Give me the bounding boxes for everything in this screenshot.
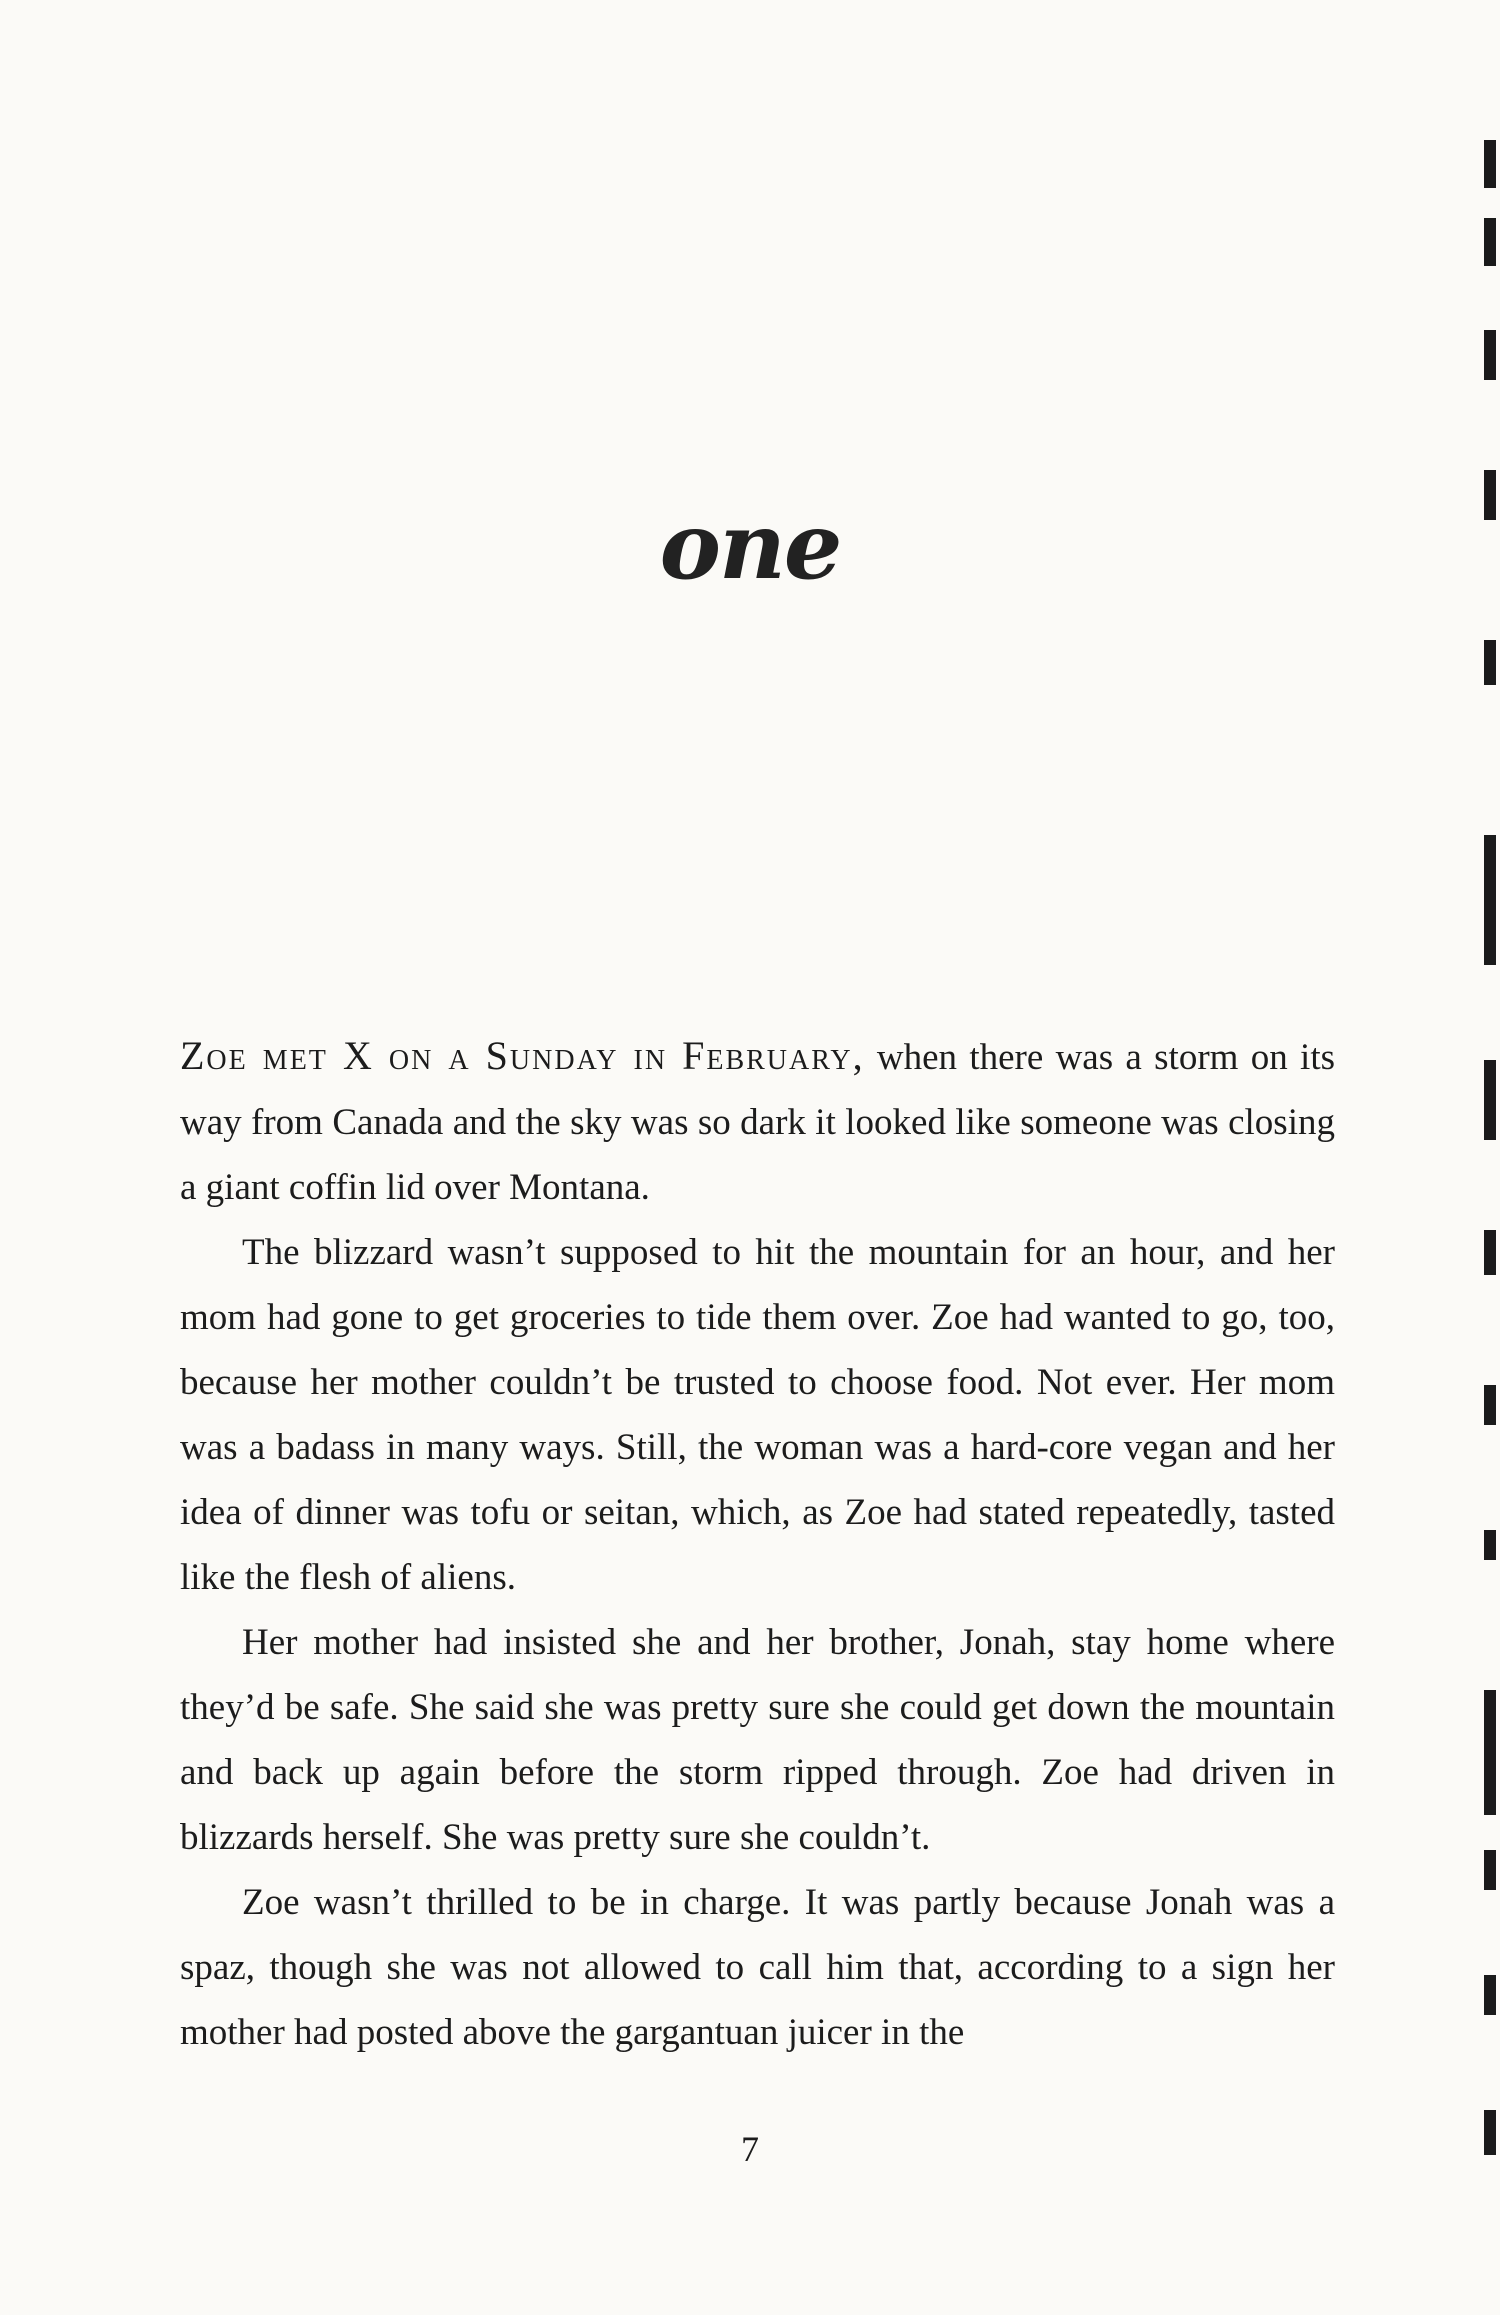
edge-mark	[1484, 1530, 1496, 1560]
edge-mark	[1484, 835, 1496, 965]
body-text	[180, 1023, 1335, 2065]
edge-mark	[1484, 1850, 1496, 1890]
edge-mark	[1484, 1690, 1496, 1815]
paragraph-lead-in: Zoe met X on a Sunday in February,	[180, 1033, 865, 1078]
paragraph-2: The blizzard wasn’t supposed to hit the mountain for an hour, and her mom had gone to get groceries to tide them over. Zoe had wanted to go, too, because her mother couldn’t be trusted to choose food. Not ever. Her mom was a badass in many ways. Still, the woman was a hard-core vegan and her idea of dinner was tofu or seitan, which, as Zoe had stated repeatedly, tasted like the flesh of aliens.	[180, 1232, 1335, 1598]
edge-mark	[1484, 1230, 1496, 1275]
edge-mark	[1484, 470, 1496, 520]
paragraph-4: Zoe wasn’t thrilled to be in charge. It was partly because Jonah was a spaz, though she was not allowed to call him that, according to a sign her mother had posted above the gargantuan juicer in the	[180, 1882, 1335, 2053]
page-number: 7	[741, 2129, 759, 2169]
edge-mark	[1484, 330, 1496, 380]
paragraph-3: Her mother had insisted she and her brother, Jonah, stay home where they’d be safe. She said she was pretty sure she could get down the mountain and back up again before the storm ripped through. Zoe had driven in blizzards herself. She was pretty sure she couldn’t.	[180, 1622, 1335, 1858]
edge-mark	[1484, 1385, 1496, 1425]
edge-mark	[1484, 1060, 1496, 1140]
edge-mark	[1484, 640, 1496, 685]
edge-mark	[1484, 218, 1496, 266]
page-edge-marks	[1470, 0, 1500, 2315]
edge-mark	[1484, 140, 1496, 188]
chapter-title: one	[659, 492, 841, 600]
edge-mark	[1484, 2110, 1496, 2155]
paragraph-1-text: when there was a storm on its way from Canada and the sky was so dark it looked like someone was closing a giant coffin lid over Montana.	[180, 1037, 1335, 1208]
edge-mark	[1484, 1975, 1496, 2015]
paragraph-1	[180, 1023, 1335, 1220]
